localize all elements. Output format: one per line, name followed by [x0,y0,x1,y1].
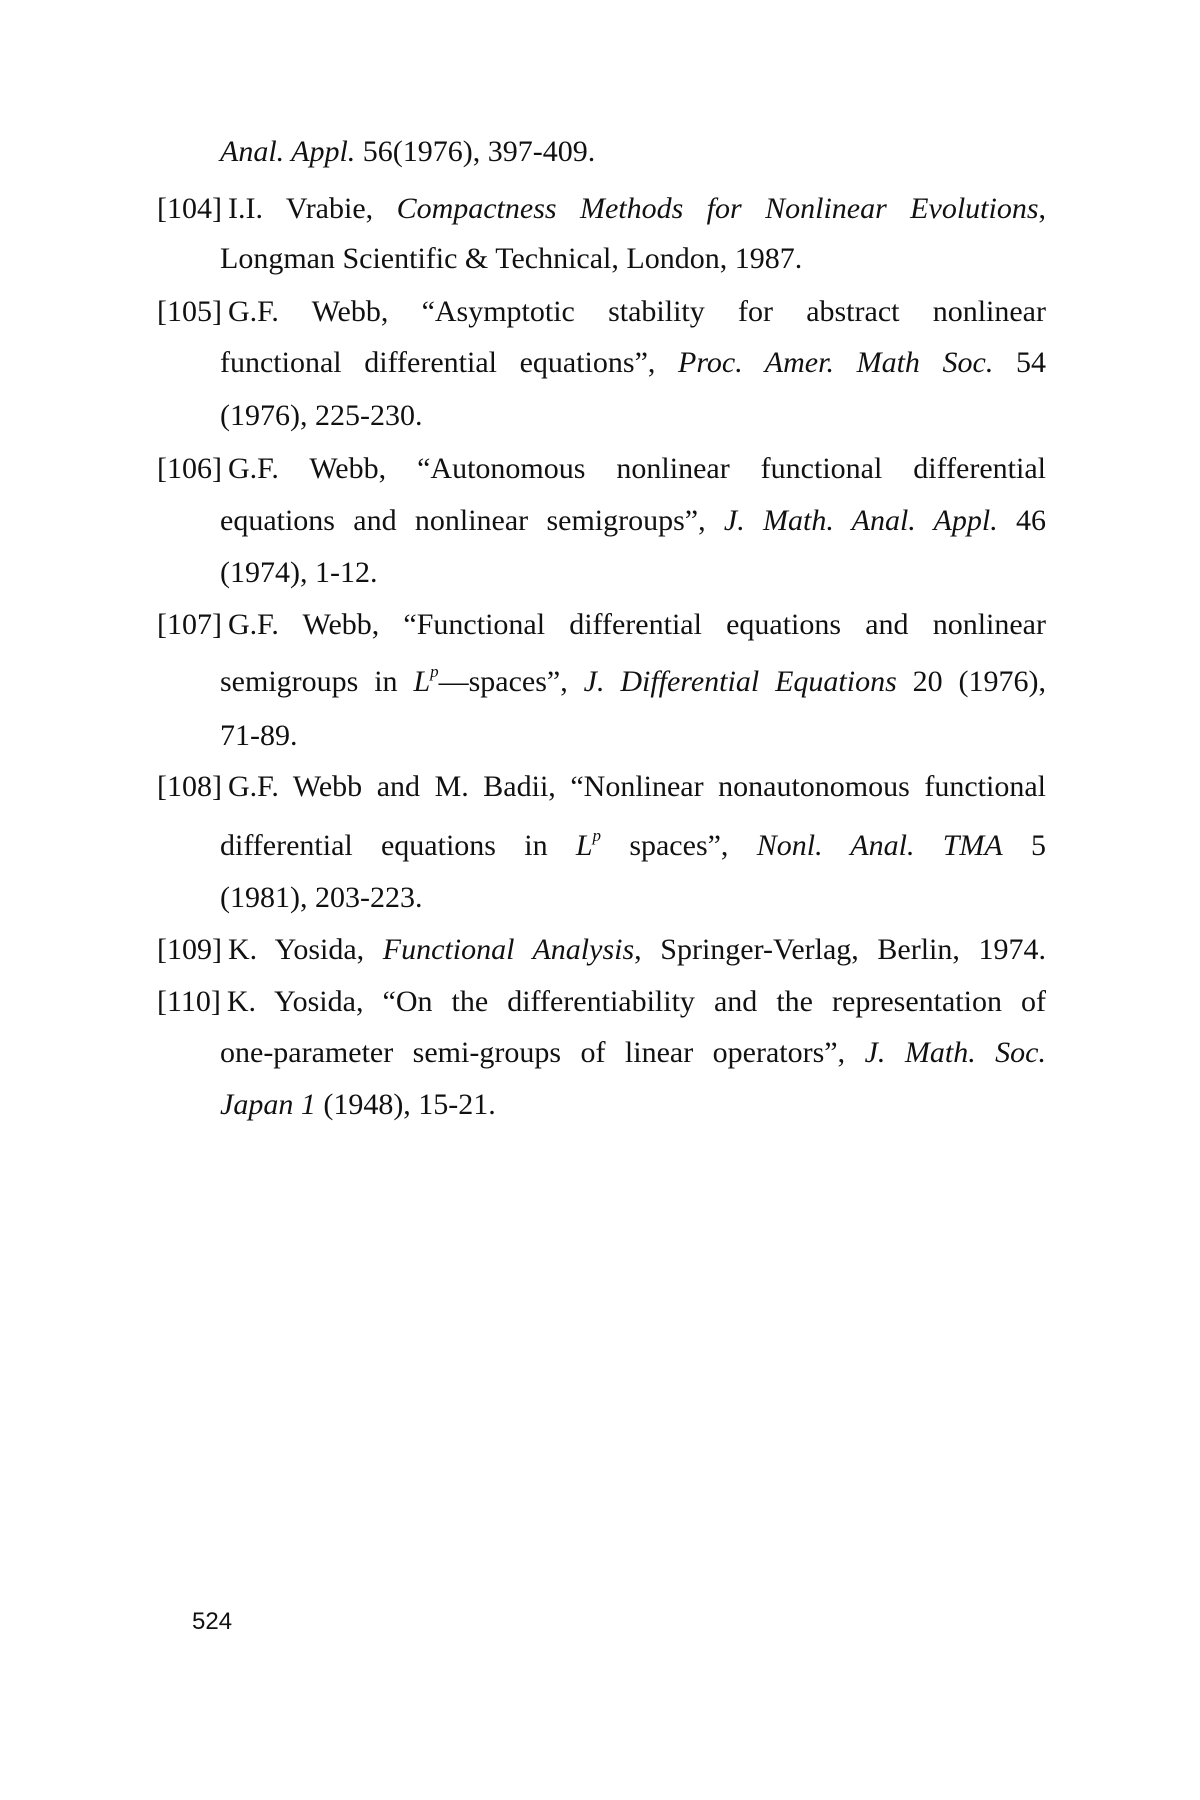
reference-text: spaces”, [601,829,757,862]
reference-text: G.F. Webb and M. Badii, “Nonlinear nonautonomous functional [227,770,1046,803]
italic-text: Proc. Amer. Math Soc. [678,346,994,379]
reference-text: —spaces”, [438,665,584,698]
reference-text: (1974), 1-12. [220,556,378,589]
reference-text: 56(1976), 397-409. [355,135,596,168]
reference-text: , Springer-Verlag, Berlin, 1974. [634,933,1046,966]
italic-text: J. Math. Soc. [864,1036,1046,1069]
reference-text: differential equations in [220,829,576,862]
italic-text: Compactness Methods for Nonlinear Evolutions [396,192,1039,225]
reference-text: (1976), 225-230. [220,399,423,432]
reference-number: [107] [157,608,222,641]
reference-line [220,718,1046,754]
reference-text: functional differential equations”, [220,346,679,379]
reference-line [220,134,1046,170]
italic-text: J. Math. Anal. Appl. [723,504,998,537]
reference-line [157,984,1046,1020]
reference-line [220,398,1046,434]
reference-text: K. Yosida, “On the differentiability and the representation of [226,985,1046,1018]
reference-text: 20 (1976), [896,665,1046,698]
italic-text: L [575,829,593,862]
reference-line [157,191,1046,227]
reference-text: K. Yosida, [227,933,383,966]
reference-number: [105] [157,295,222,328]
reference-number: [109] [157,933,222,966]
reference-line [220,345,1046,381]
reference-line [220,555,1046,591]
reference-number: [106] [157,452,222,485]
reference-line [157,769,1046,805]
reference-line [157,607,1046,643]
page-number: 524 [192,1608,233,1635]
reference-text: (1981), 203-223. [220,881,423,914]
reference-text: (1948), 15-21. [315,1088,496,1121]
reference-text: , [1038,192,1046,225]
italic-text: Functional Analysis [382,933,635,966]
reference-line [157,451,1046,487]
reference-text: G.F. Webb, “Asymptotic stability for abstract nonlinear [227,295,1046,328]
reference-number: [108] [157,770,222,803]
reference-line [220,828,1046,864]
reference-text: 71-89. [220,719,298,752]
reference-number: [110] [157,985,221,1018]
italic-text: L [413,665,431,698]
italic-text: Anal. Appl. [220,135,356,168]
reference-line [157,932,1046,968]
reference-line [220,664,1046,700]
reference-line [220,241,1046,277]
reference-text: semigroups in [220,665,414,698]
reference-line [220,1087,1046,1123]
reference-text: Longman Scientific & Technical, London, 1987. [220,242,803,275]
superscript: p [592,826,602,845]
reference-line [220,1035,1046,1071]
reference-number: [104] [157,192,222,225]
reference-text: one-parameter semi-groups of linear operators”, [220,1036,865,1069]
reference-text: equations and nonlinear semigroups”, [220,504,724,537]
reference-line [220,503,1046,539]
reference-text: 54 [993,346,1046,379]
reference-line [157,294,1046,330]
italic-text: Japan 1 [220,1088,316,1121]
reference-text: 46 [997,504,1046,537]
superscript: p [430,662,439,681]
reference-text: I.I. Vrabie, [227,192,397,225]
reference-text: G.F. Webb, “Autonomous nonlinear functional differential [227,452,1046,485]
italic-text: J. Differential Equations [583,665,897,698]
reference-text: G.F. Webb, “Functional differential equations and nonlinear [227,608,1046,641]
reference-line [220,880,1046,916]
italic-text: Nonl. Anal. TMA [756,829,1003,862]
reference-text: 5 [1002,829,1047,862]
